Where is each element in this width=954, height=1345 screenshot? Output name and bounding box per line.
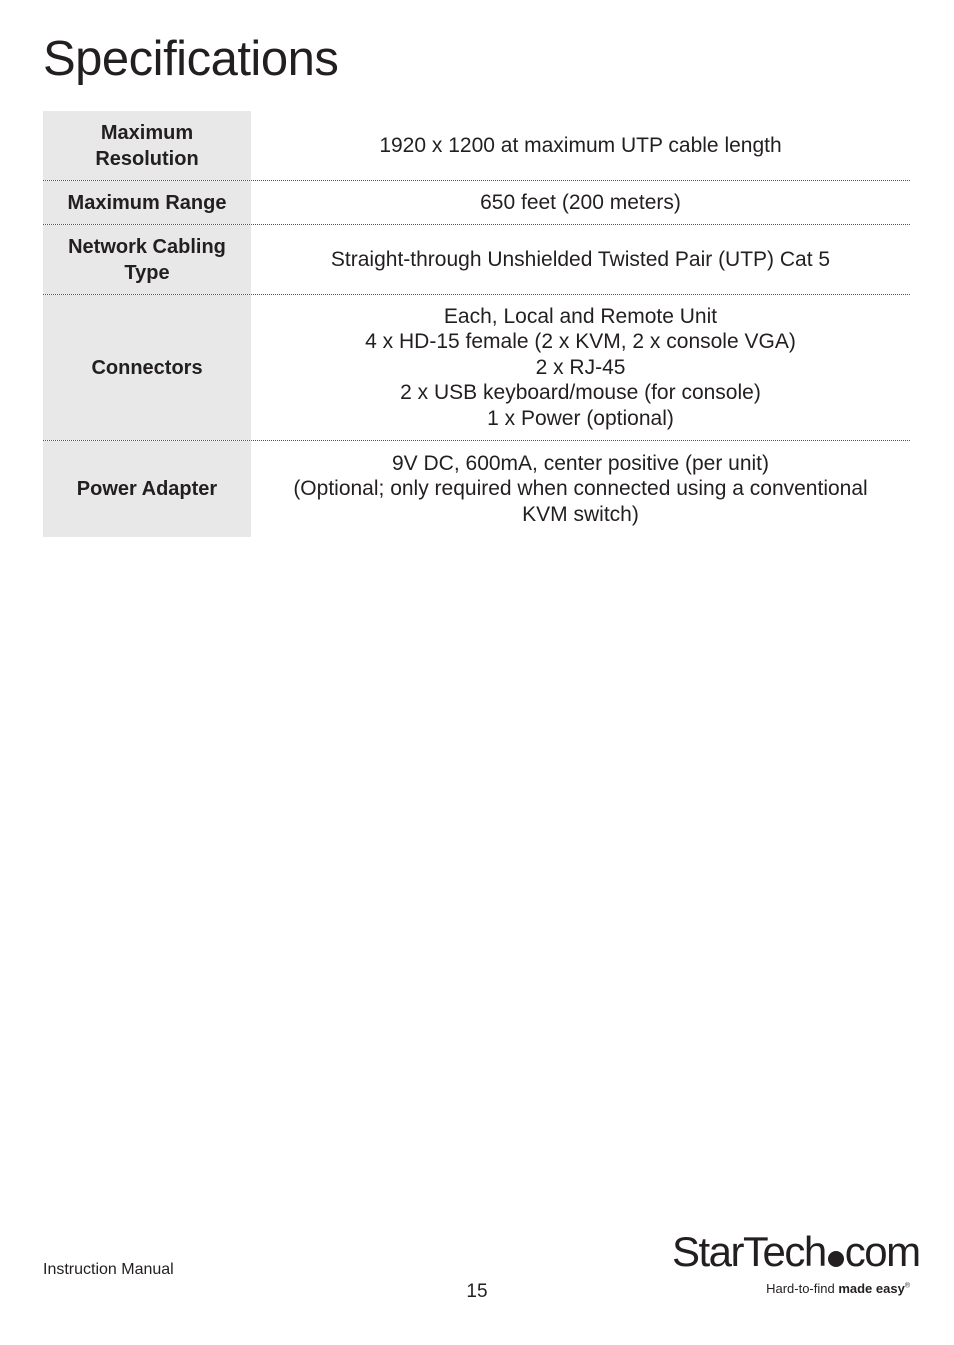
spec-value-line: 9V DC, 600mA, center positive (per unit) <box>392 451 769 475</box>
spec-value <box>251 111 910 180</box>
spec-value-line: 4 x HD-15 female (2 x KVM, 2 x console VGA) <box>365 330 796 354</box>
spec-label: Connectors <box>43 295 251 440</box>
spec-value-line: 1 x Power (optional) <box>487 406 674 430</box>
spec-row-maximum-resolution <box>43 111 910 181</box>
spec-value-line: Each, Local and Remote Unit <box>443 304 718 328</box>
spec-value <box>251 441 910 537</box>
logo-wordmark <box>672 1228 920 1275</box>
logo-tagline-bold: made easy <box>838 1281 905 1296</box>
page-number: 15 <box>466 1281 488 1302</box>
spec-value <box>251 225 910 294</box>
spec-value-line: 2 x USB keyboard/mouse (for console) <box>400 381 761 405</box>
spec-row-power-adapter <box>43 441 910 537</box>
spec-row-network-cabling-type <box>43 225 910 295</box>
spec-value-line: 2 x RJ-45 <box>535 355 626 379</box>
page-title: Specifications <box>43 32 339 86</box>
spec-label: Power Adapter <box>43 441 251 537</box>
specifications-table <box>43 111 910 537</box>
spec-row-maximum-range <box>43 181 910 225</box>
spec-value <box>251 295 910 440</box>
logo-brand: StarTech <box>672 1228 826 1275</box>
spec-label: Maximum Range <box>43 181 251 224</box>
spec-label: Network Cabling Type <box>43 225 251 294</box>
logo-dot-icon <box>828 1251 844 1267</box>
spec-value-line: Straight-through Unshielded Twisted Pair (UTP) Cat 5 <box>330 247 831 271</box>
spec-value-line: 650 feet (200 meters) <box>480 190 681 214</box>
spec-value <box>251 181 910 224</box>
logo-domain: com <box>844 1228 920 1275</box>
startech-logo <box>672 1228 920 1306</box>
spec-value-line: (Optional; only required when connected using a conventional <box>293 477 868 501</box>
spec-value-line: 1920 x 1200 at maximum UTP cable length <box>379 133 782 157</box>
logo-tagline <box>766 1281 910 1296</box>
footer-manual-label: Instruction Manual <box>43 1261 174 1278</box>
spec-label: Maximum Resolution <box>43 111 251 180</box>
logo-tagline-prefix: Hard-to-find <box>766 1281 839 1296</box>
registered-mark: ® <box>904 1282 910 1290</box>
spec-row-connectors <box>43 295 910 441</box>
spec-value-line: KVM switch) <box>522 502 639 526</box>
